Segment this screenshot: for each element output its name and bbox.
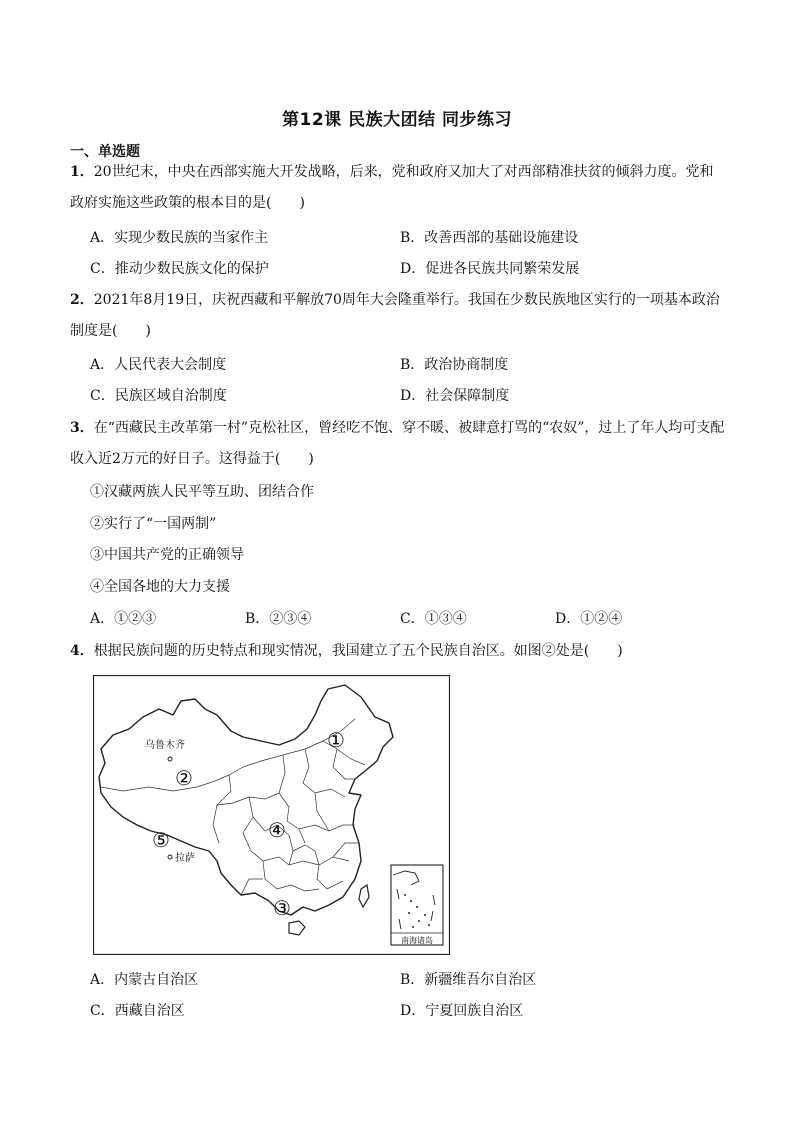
question-number: 3． xyxy=(70,420,94,436)
lhasa-label: 拉萨 xyxy=(175,853,195,864)
question-text: 20世纪末，中央在西部实施大开发战略，后来，党和政府又加大了对西部精准扶贫的倾斜力度。党和政府实施这些政策的根本目的是( ) xyxy=(70,164,714,211)
question-number: 2． xyxy=(70,292,94,308)
inset-label: 南海诸岛 xyxy=(401,936,433,945)
question-2-stem xyxy=(70,285,725,347)
marker-2: ② xyxy=(175,766,193,790)
question-4-stem xyxy=(70,636,725,667)
marker-4: ④ xyxy=(268,818,286,842)
section-heading: 一、单选题 xyxy=(70,144,140,160)
q3-statement-2: ②实行了“一国两制” xyxy=(90,516,217,532)
q2-option-a[interactable]: A．人民代表大会制度 xyxy=(90,357,227,373)
q4-option-a[interactable]: A．内蒙古自治区 xyxy=(90,972,199,988)
q4-option-b[interactable]: B．新疆维吾尔自治区 xyxy=(400,972,537,988)
q3-statement-1: ①汉藏两族人民平等互助、团结合作 xyxy=(90,484,314,500)
question-text: 在“西藏民主改革第一村”克松社区，曾经吃不饱、穿不暖、被肆意打骂的“农奴”，过上了年人均可支配收入近2万元的好日子。这得益于( ) xyxy=(70,420,725,467)
q2-option-d[interactable]: D．社会保障制度 xyxy=(400,388,510,404)
q4-option-c[interactable]: C．西藏自治区 xyxy=(90,1003,185,1019)
q1-option-c[interactable]: C．推动少数民族文化的保护 xyxy=(90,261,269,277)
q3-option-b[interactable]: B．②③④ xyxy=(245,611,312,627)
question-3-stem xyxy=(70,413,725,475)
q3-statement-3: ③中国共产党的正确领导 xyxy=(90,547,244,563)
question-text: 2021年8月19日，庆祝西藏和平解放70周年大会隆重举行。我国在少数民族地区实行的一项基本政治制度是( ) xyxy=(70,292,720,339)
q2-option-c[interactable]: C．民族区域自治制度 xyxy=(90,388,227,404)
question-number: 1． xyxy=(70,164,94,180)
q2-option-b[interactable]: B．政治协商制度 xyxy=(400,357,509,373)
question-number: 4． xyxy=(70,643,94,659)
q3-option-a[interactable]: A．①②③ xyxy=(90,611,157,627)
q3-statement-4: ④全国各地的大力支援 xyxy=(90,579,230,595)
q1-option-d[interactable]: D．促进各民族共同繁荣发展 xyxy=(400,261,580,277)
marker-1: ① xyxy=(327,728,345,752)
q1-option-b[interactable]: B．改善西部的基础设施建设 xyxy=(400,230,579,246)
urumqi-label: 乌鲁木齐 xyxy=(145,740,185,751)
q3-option-c[interactable]: C．①③④ xyxy=(400,611,467,627)
marker-5: ⑤ xyxy=(152,828,170,852)
question-1-stem xyxy=(70,157,725,219)
marker-3: ③ xyxy=(273,896,291,920)
china-map-figure xyxy=(93,675,450,955)
q3-option-d[interactable]: D．①②④ xyxy=(555,611,623,627)
q1-option-a[interactable]: A．实现少数民族的当家作主 xyxy=(90,230,269,246)
q4-option-d[interactable]: D．宁夏回族自治区 xyxy=(400,1003,524,1019)
question-text: 根据民族问题的历史特点和现实情况，我国建立了五个民族自治区。如图②处是( ) xyxy=(93,643,623,659)
page-title: 第12课 民族大团结 同步练习 xyxy=(282,110,512,130)
